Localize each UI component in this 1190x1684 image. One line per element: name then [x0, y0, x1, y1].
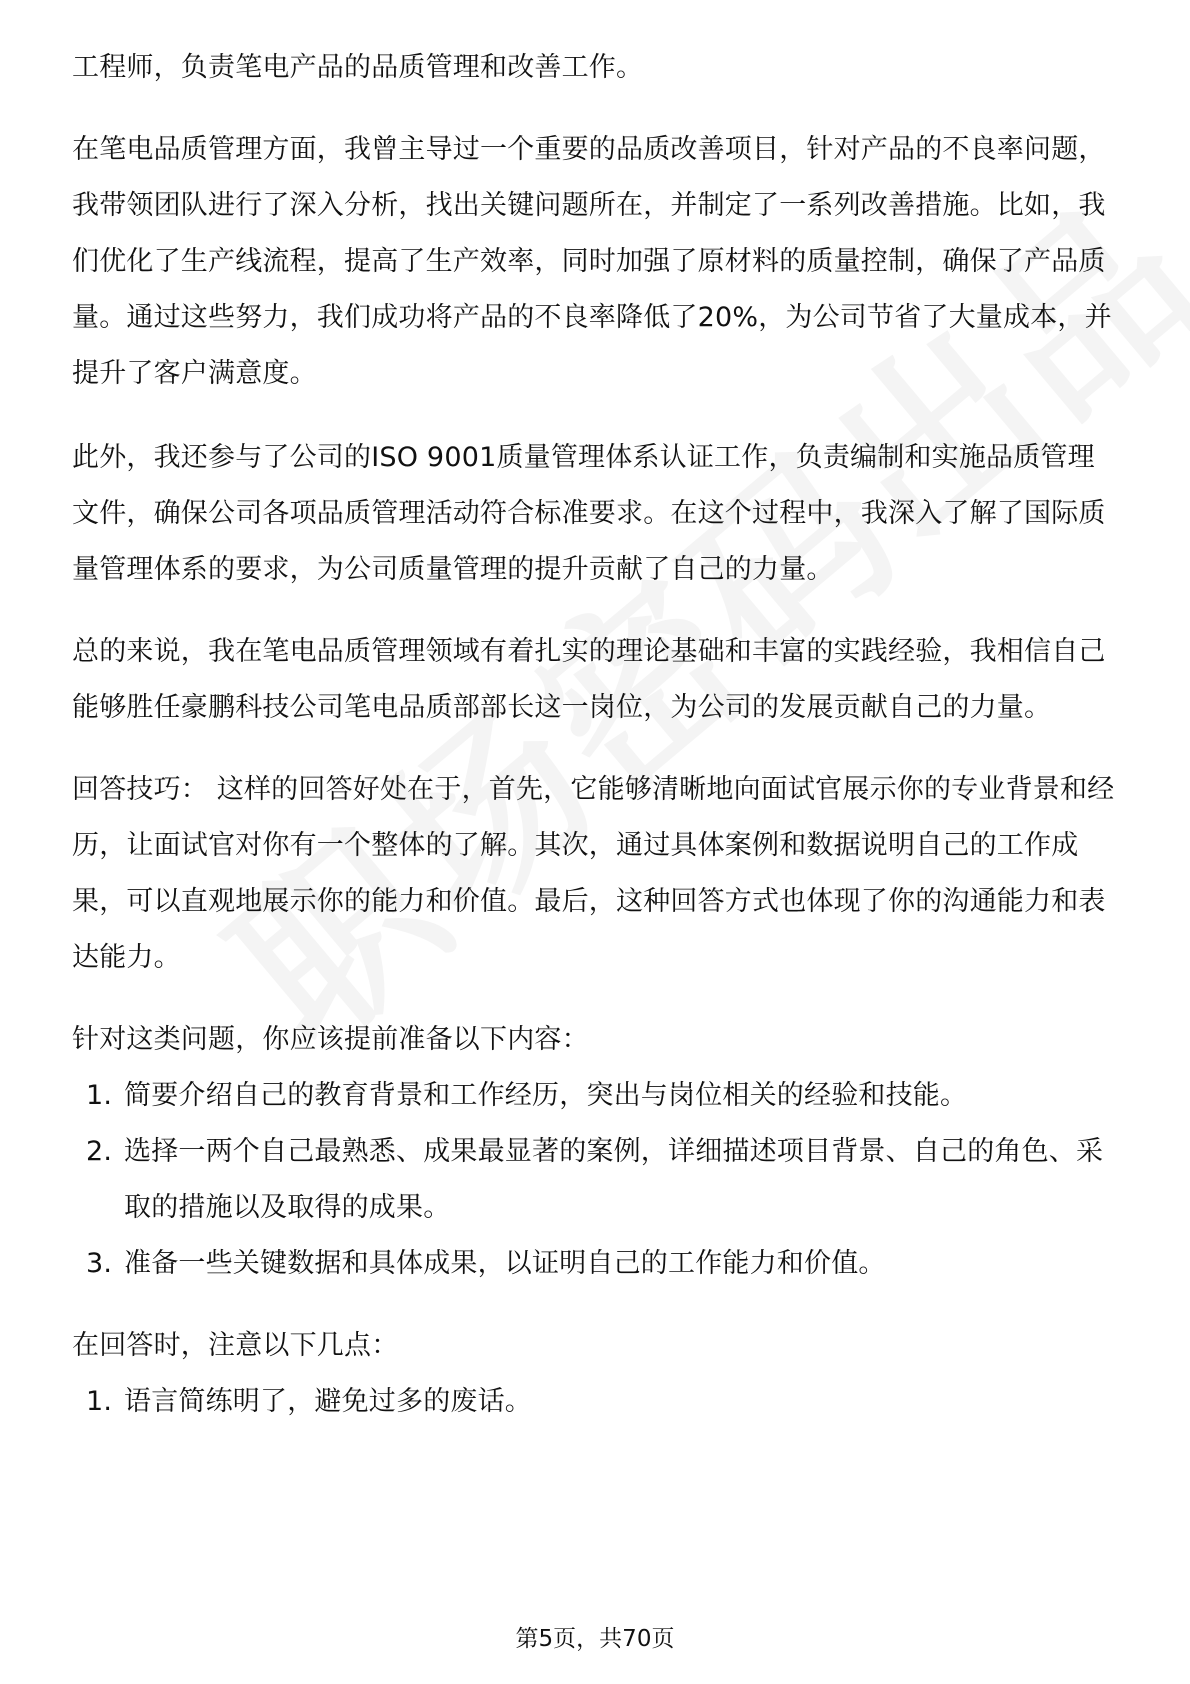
paragraph-intro-continuation: 工程师，负责笔电产品的品质管理和改善工作。 [72, 52, 644, 83]
list-item-number: 3. [86, 1248, 113, 1279]
list-item-number: 2. [86, 1136, 113, 1167]
document-body [72, 40, 1118, 1430]
list-item [72, 1374, 1118, 1430]
list-item [72, 1124, 1118, 1236]
list-item-text: 准备一些关键数据和具体成果，以证明自己的工作能力和价值。 [124, 1248, 886, 1279]
paragraph-preparation-intro: 针对这类问题，你应该提前准备以下内容： [72, 1024, 589, 1055]
list-item-text: 语言简练明了，避免过多的废话。 [124, 1386, 532, 1417]
tips-list [72, 1374, 1118, 1430]
paragraph-answer-tips: 回答技巧： 这样的回答好处在于，首先，它能够清晰地向面试官展示你的专业背景和经历，让面试官对你有一个整体的了解。其次，通过具体案例和数据说明自己的工作成果，可以直观地展示你的能力和价值。最后，这种回答方式也体现了你的沟通能力和表达能力。 [72, 774, 1115, 973]
paragraph-quality-project: 在笔电品质管理方面，我曾主导过一个重要的品质改善项目，针对产品的不良率问题，我带领团队进行了深入分析，找出关键问题所在，并制定了一系列改善措施。比如，我们优化了生产线流程，提高了生产效率，同时加强了原材料的质量控制，确保了产品质量。通过这些努力，我们成功将产品的不良率降低了20%，为公司节省了大量成本，并提升了客户满意度。 [72, 134, 1112, 389]
list-item [72, 1068, 1118, 1124]
paragraph-summary: 总的来说，我在笔电品质管理领域有着扎实的理论基础和丰富的实践经验，我相信自己能够胜任豪鹏科技公司笔电品质部部长这一岗位，为公司的发展贡献自己的力量。 [72, 636, 1106, 723]
list-item-text: 选择一两个自己最熟悉、成果最显著的案例，详细描述项目背景、自己的角色、采取的措施以及取得的成果。 [124, 1136, 1104, 1223]
paragraph-tips-intro: 在回答时，注意以下几点： [72, 1330, 399, 1361]
preparation-list [72, 1068, 1118, 1292]
paragraph-iso-certification: 此外，我还参与了公司的ISO 9001质量管理体系认证工作，负责编制和实施品质管理文件，确保公司各项品质管理活动符合标准要求。在这个过程中，我深入了解了国际质量管理体系的要求，为公司质量管理的提升贡献了自己的力量。 [72, 442, 1106, 585]
list-item-number: 1. [86, 1386, 113, 1417]
list-item [72, 1236, 1118, 1292]
list-item-number: 1. [86, 1080, 113, 1111]
page-number-footer: 第5页，共70页 [515, 1626, 675, 1652]
list-item-text: 简要介绍自己的教育背景和工作经历，突出与岗位相关的经验和技能。 [124, 1080, 968, 1111]
